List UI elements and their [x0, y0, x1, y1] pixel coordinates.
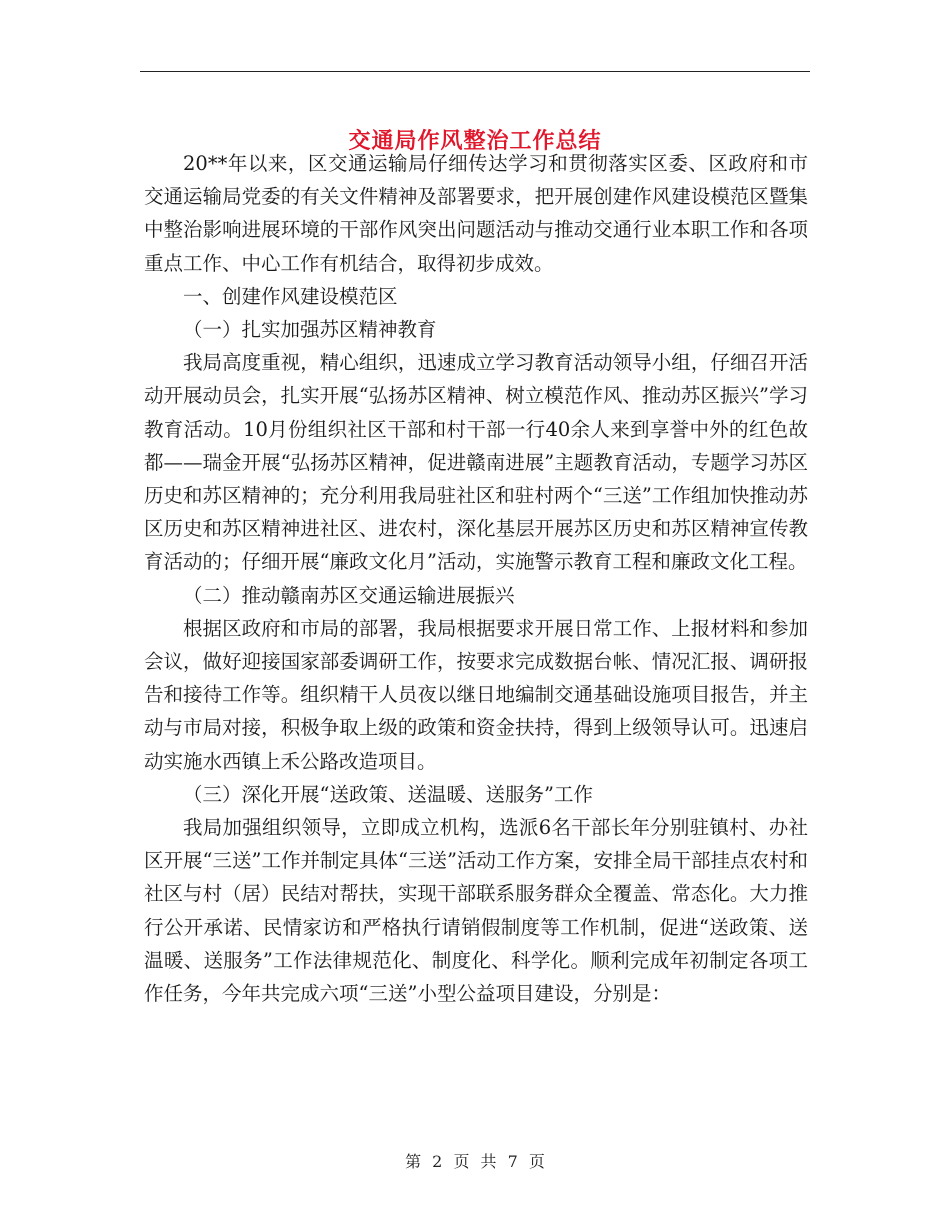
subsection-heading-3: （三）深化开展“送政策、送温暖、送服务”工作 — [183, 782, 593, 806]
page-number: 第 2 页 共 7 页 — [405, 1152, 545, 1171]
subsection-heading-2: （二）推动赣南苏区交通运输进展振兴 — [183, 583, 515, 607]
document-body — [144, 147, 808, 1010]
paragraph-education: 我局高度重视，精心组织，迅速成立学习教育活动领导小组，仔细召开活动开展动员会，扎实开展“弘扬苏区精神、树立模范作风、推动苏区振兴”学习教育活动。10月份组织社区干部和村干部一行40余人来到享誉中外的红色故都——瑞金开展“弘扬苏区精神，促进赣南进展”主题教育活动，专题学习苏区历史和苏区精神的；充分利用我局驻社区和驻村两个“三送”工作组加快推动苏区历史和苏区精神进社区、进农村，深化基层开展苏区历史和苏区精神宣传教育活动的；仔细开展“廉政文化月”活动，实施警示教育工程和廉政文化工程。 — [144, 351, 808, 574]
section-heading-1: 一、创建作风建设模范区 — [183, 284, 398, 308]
header-rule — [140, 71, 810, 72]
paragraph-intro: 20**年以来，区交通运输局仔细传达学习和贯彻落实区委、区政府和市交通运输局党委的有关文件精神及部署要求，把开展创建作风建设模范区暨集中整治影响进展环境的干部作风突出问题活动与推动交通行业本职工作和各项重点工作、中心工作有机结合，取得初步成效。 — [144, 152, 808, 275]
subsection-heading-1: （一）扎实加强苏区精神教育 — [183, 318, 437, 342]
document-title: 交通局作风整治工作总结 — [348, 127, 602, 154]
paragraph-sansong: 我局加强组织领导，立即成立机构，选派6名干部长年分别驻镇村、办社区开展“三送”工作并制定具体“三送”活动工作方案，安排全局干部挂点农村和社区与村（居）民结对帮扶，实现干部联系服务群众全覆盖、常态化。大力推行公开承诺、民情家访和严格执行请销假制度等工作机制，促进“送政策、送温暖、送服务”工作法律规范化、制度化、科学化。顺利完成年初制定各项工作任务，今年共完成六项“三送”小型公益项目建设，分别是： — [144, 816, 808, 1006]
paragraph-transport: 根据区政府和市局的部署，我局根据要求开展日常工作、上报材料和参加会议，做好迎接国家部委调研工作，按要求完成数据台帐、情况汇报、调研报告和接待工作等。组织精干人员夜以继日地编制交通基础设施项目报告，并主动与市局对接，积极争取上级的政策和资金扶持，得到上级领导认可。迅速启动实施水西镇上禾公路改造项目。 — [144, 616, 808, 773]
